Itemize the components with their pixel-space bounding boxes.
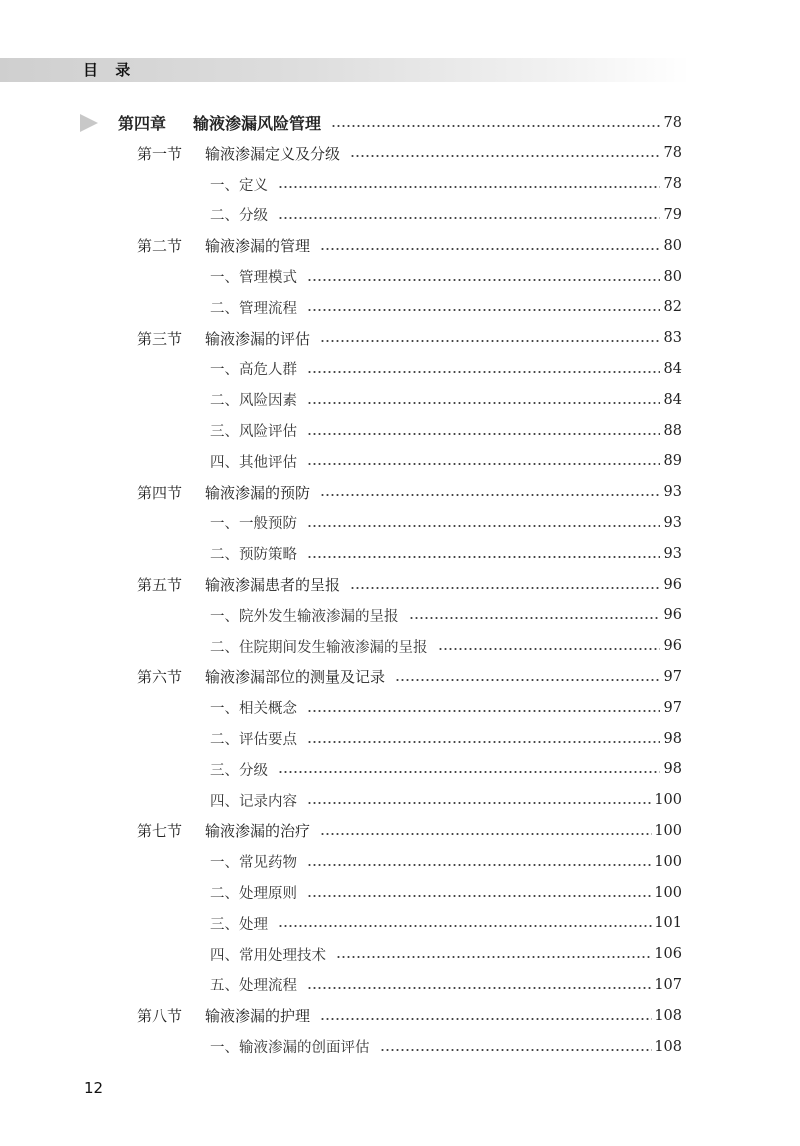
dot-leader (307, 371, 660, 373)
dot-leader (320, 248, 660, 250)
dot-leader (307, 463, 660, 465)
toc-item-row[interactable] (0, 877, 800, 908)
toc-item-row[interactable] (0, 507, 800, 538)
toc-section-row[interactable] (0, 815, 800, 846)
toc-item-title: 二、住院期间发生输液渗漏的呈报 (210, 639, 428, 656)
dot-leader (307, 741, 660, 743)
toc-page-number: 80 (663, 268, 682, 285)
toc-item-row[interactable] (0, 1031, 800, 1062)
toc-item-title: 二、评估要点 (210, 732, 297, 748)
toc-page-number: 82 (663, 299, 682, 316)
toc-page-number: 98 (663, 761, 682, 778)
dot-leader (438, 648, 661, 650)
toc-item-row[interactable] (0, 600, 800, 631)
toc-item-row[interactable] (0, 846, 800, 877)
toc-item-title: 一、常见药物 (210, 855, 297, 872)
toc-item-row[interactable] (0, 415, 800, 446)
dot-leader (336, 956, 652, 958)
dot-leader (307, 309, 660, 311)
toc-item-title: 四、其他评估 (210, 454, 297, 471)
toc-item-title: 一、输液渗漏的创面评估 (210, 1040, 370, 1056)
toc-item-title: 三、分级 (210, 762, 268, 779)
dot-leader (331, 125, 660, 127)
dot-leader (409, 617, 661, 619)
dot-leader (307, 279, 660, 281)
toc-chapter-number: 第四章 (118, 114, 167, 133)
dot-leader (307, 556, 660, 558)
dot-leader (307, 402, 660, 404)
toc-page-number: 100 (654, 822, 682, 839)
toc-item-row[interactable] (0, 754, 800, 785)
toc-section-number: 第八节 (137, 1007, 183, 1026)
toc-section-number: 第二节 (137, 237, 183, 256)
toc-page-number: 101 (654, 915, 682, 932)
toc-page-number: 79 (663, 206, 682, 223)
toc-item-row[interactable] (0, 292, 800, 323)
toc-page-number: 96 (663, 607, 682, 624)
toc-page-number: 93 (663, 514, 682, 531)
toc-chapter-title: 输液渗漏风险管理 (193, 114, 322, 133)
dot-leader (278, 771, 660, 773)
toc-item-title: 二、管理流程 (210, 300, 297, 317)
toc-section-number: 第三节 (137, 329, 183, 348)
toc-item-row[interactable] (0, 384, 800, 415)
toc-item-row[interactable] (0, 785, 800, 816)
dot-leader (320, 833, 652, 835)
toc-page-number: 108 (654, 1038, 682, 1055)
toc-page-number: 100 (654, 884, 682, 901)
page-title: 目 录 (83, 61, 137, 79)
toc-item-row[interactable] (0, 169, 800, 200)
dot-leader (320, 494, 660, 496)
toc-item-row[interactable] (0, 631, 800, 662)
toc-page-number: 108 (654, 1007, 682, 1024)
dot-leader (350, 587, 660, 589)
dot-leader (320, 1018, 652, 1020)
toc-item-row[interactable] (0, 446, 800, 477)
toc-page-number: 84 (663, 391, 682, 408)
toc-item-row[interactable] (0, 723, 800, 754)
toc-item-title: 二、分级 (210, 208, 268, 225)
toc-item-row[interactable] (0, 969, 800, 1000)
chapter-marker-icon (80, 114, 98, 132)
toc-section-number: 第七节 (137, 822, 183, 841)
toc-page-number: 100 (654, 792, 682, 809)
toc-section-number: 第六节 (137, 668, 183, 687)
toc-item-row[interactable] (0, 908, 800, 939)
dot-leader (307, 525, 660, 527)
toc-item-row[interactable] (0, 538, 800, 569)
toc-item-title: 一、一般预防 (210, 516, 297, 533)
toc-page-number: 106 (654, 946, 682, 963)
toc-page-number: 83 (663, 330, 682, 347)
toc-section-row[interactable] (0, 569, 800, 600)
toc-section-row[interactable] (0, 477, 800, 508)
toc-page-number: 80 (663, 237, 682, 254)
toc-item-title: 四、常用处理技术 (210, 947, 326, 964)
dot-leader (307, 987, 652, 989)
toc-section-row[interactable] (0, 1000, 800, 1031)
toc-item-title: 二、处理原则 (210, 886, 297, 902)
toc-item-title: 三、风险评估 (210, 424, 297, 440)
toc-page-number: 96 (663, 576, 682, 593)
toc-item-title: 二、预防策略 (210, 547, 297, 564)
toc-page-number: 107 (654, 976, 682, 993)
toc-section-number: 第五节 (137, 576, 183, 594)
toc-item-title: 四、记录内容 (210, 793, 297, 810)
footer-page-number: 12 (84, 1079, 104, 1097)
toc-item-row[interactable] (0, 353, 800, 384)
toc-section-title: 输液渗漏的管理 (205, 237, 311, 256)
dot-leader (350, 155, 660, 157)
toc-page-number: 96 (663, 638, 682, 655)
dot-leader (307, 864, 652, 866)
toc-section-row[interactable] (0, 323, 800, 354)
toc-page-number: 98 (663, 730, 682, 747)
dot-leader (307, 895, 652, 897)
toc-page-number: 78 (663, 114, 682, 131)
toc-section-title: 输液渗漏定义及分级 (205, 144, 341, 163)
toc-section-title: 输液渗漏的护理 (205, 1007, 311, 1026)
toc-item-row[interactable] (0, 939, 800, 970)
dot-leader (380, 1049, 653, 1051)
toc-item-title: 一、定义 (210, 177, 268, 194)
toc-item-title: 一、相关概念 (210, 701, 297, 718)
toc-chapter-row[interactable] (0, 107, 800, 138)
dot-leader (320, 340, 660, 342)
toc-page-number: 97 (663, 699, 682, 716)
toc-section-title: 输液渗漏的评估 (205, 329, 311, 348)
toc-item-title: 五、处理流程 (210, 978, 297, 995)
toc-item-title: 三、处理 (210, 916, 268, 933)
toc-item-row[interactable] (0, 261, 800, 292)
toc-item-title: 一、高危人群 (210, 362, 297, 379)
toc-section-row[interactable] (0, 661, 800, 692)
toc-item-title: 一、管理模式 (210, 270, 297, 286)
toc-section-number: 第四节 (137, 483, 183, 502)
toc-page-number: 97 (663, 668, 682, 685)
toc-page-number: 84 (663, 360, 682, 377)
toc-section-title: 输液渗漏部位的测量及记录 (205, 668, 386, 687)
toc-page-number: 93 (663, 545, 682, 562)
toc-page-number: 100 (654, 853, 682, 870)
dot-leader (278, 186, 660, 188)
dot-leader (278, 217, 660, 219)
toc-section-title: 输液渗漏的预防 (205, 483, 311, 502)
toc-item-row[interactable] (0, 692, 800, 723)
toc-item-title: 一、院外发生输液渗漏的呈报 (210, 608, 399, 625)
toc-section-title: 输液渗漏患者的呈报 (205, 576, 341, 594)
toc-section-row[interactable] (0, 230, 800, 261)
toc-page-number: 93 (663, 484, 682, 501)
toc-section-title: 输液渗漏的治疗 (205, 822, 311, 841)
dot-leader (307, 433, 660, 435)
dot-leader (395, 679, 660, 681)
toc-page-number: 78 (663, 145, 682, 162)
dot-leader (307, 710, 660, 712)
dot-leader (278, 925, 652, 927)
toc-page-number: 78 (663, 176, 682, 193)
toc-page-number: 88 (663, 422, 682, 439)
toc-page-number: 89 (663, 453, 682, 470)
toc-section-number: 第一节 (137, 144, 183, 163)
toc-item-row[interactable] (0, 199, 800, 230)
toc-item-title: 二、风险因素 (210, 393, 297, 410)
toc-section-row[interactable] (0, 138, 800, 169)
dot-leader (307, 802, 652, 804)
